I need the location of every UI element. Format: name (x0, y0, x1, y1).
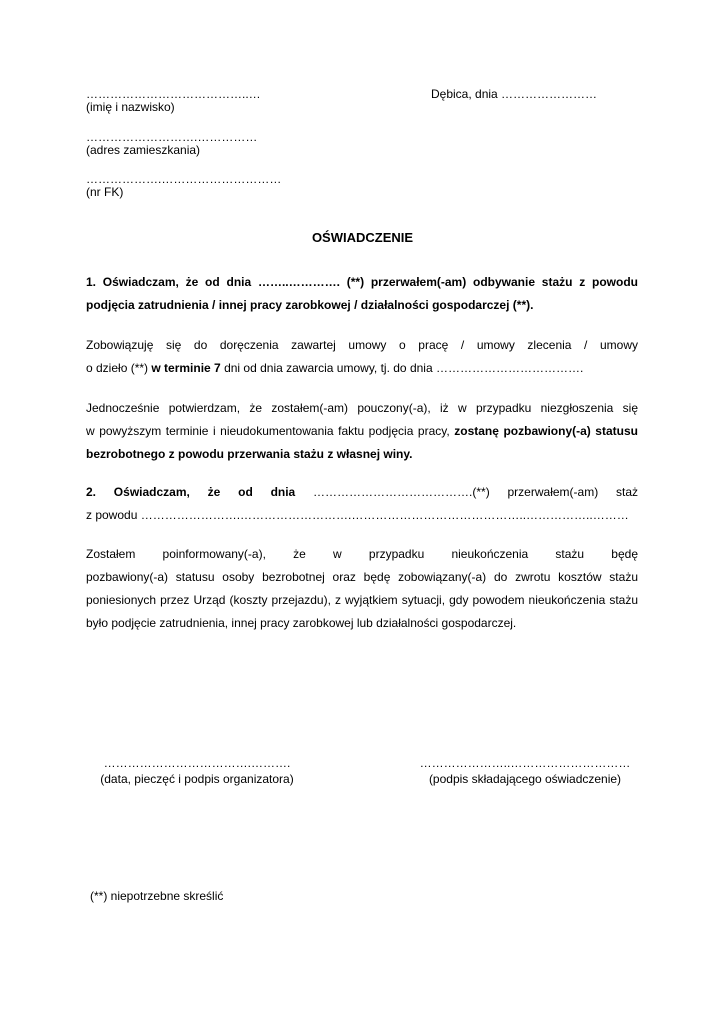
section-2-line-1 (86, 481, 638, 504)
commitment-line-2 (86, 357, 638, 380)
section-1 (86, 271, 638, 317)
confirmation-text: w powyższym terminie i nieudokumentowania faktu podjęcia pracy, (86, 424, 455, 438)
section-2-text: ………………………………….(**) przerwałem(-am) staż (313, 485, 638, 499)
commitment-deadline: w terminie 7 (151, 361, 221, 375)
declarant-signature-label: (podpis składającego oświadczenie) (428, 772, 622, 786)
section-1-line-2: podjęcia zatrudnienia / innej pracy zarobkowej / działalności gospodarczej (**). (86, 298, 534, 312)
informed-line-2: pozbawiony(-a) statusu osoby bezrobotnej oraz będę zobowiązany(-a) do zwrotu kosztów stażu (86, 570, 638, 584)
section-2-line-2: z powodu …………………….……………………….……………………………………..……………..……… (86, 508, 629, 522)
name-field-dots: …………………………………..… (86, 87, 261, 101)
informed-line-1: Zostałem poinformowany(-a), że w przypadku nieukończenia stażu będę (86, 547, 638, 561)
informed-line-3: poniesionych przez Urząd (koszty przejazdu), z wyjątkiem sytuacji, gdy powodem nieukończenia stażu (86, 593, 638, 607)
declarant-signature (410, 756, 640, 787)
fk-field-label: (nr FK) (86, 185, 124, 199)
organizer-signature-label: (data, pieczęć i podpis organizatora) (100, 772, 294, 786)
confirmation-line-1: Jednocześnie potwierdzam, że zostałem(-am) pouczony(-a), iż w przypadku niezgłoszenia się (86, 401, 638, 415)
commitment-paragraph (86, 334, 638, 380)
organizer-signature (92, 756, 302, 787)
section-1-line-1: 1. Oświadczam, że od dnia ……..…………. (**) przerwałem(-am) odbywanie stażu z powodu (86, 275, 638, 289)
commitment-line-1: Zobowiązuję się do doręczenia zawartej umowy o pracę / umowy zlecenia / umowy (86, 338, 638, 352)
commitment-text: o dzieło (**) (86, 361, 152, 375)
address-field-label: (adres zamieszkania) (86, 143, 201, 157)
section-2-heading: 2. Oświadczam, że od dnia (86, 485, 296, 499)
informed-paragraph (86, 543, 638, 635)
confirmation-line-2 (86, 420, 638, 443)
commitment-text-end: dni od dnia zawarcia umowy, tj. do dnia ………………………………. (220, 361, 584, 375)
confirmation-paragraph (86, 397, 638, 466)
address-field-dots: ……………………….…………… (86, 130, 258, 144)
fk-field-dots: ……………….………………………… (86, 172, 282, 186)
footnote: (**) niepotrzebne skreślić (90, 889, 224, 903)
name-field-label: (imię i nazwisko) (86, 100, 175, 114)
confirmation-line-3: bezrobotnego z powodu przerwania stażu z własnej winy. (86, 447, 413, 461)
section-2 (86, 481, 638, 527)
confirmation-bold-text: zostanę pozbawiony(-a) statusu (454, 424, 638, 438)
document-title: OŚWIADCZENIE (311, 230, 414, 245)
informed-line-4: było podjęcie zatrudnienia, innej pracy zarobkowej lub działalności gospodarczej. (86, 616, 517, 630)
place-date: Dębica, dnia …………………… (431, 87, 598, 101)
organizer-signature-dots: ……………………………….………. (103, 756, 291, 770)
declarant-signature-dots: …………………..………………………… (419, 756, 631, 770)
